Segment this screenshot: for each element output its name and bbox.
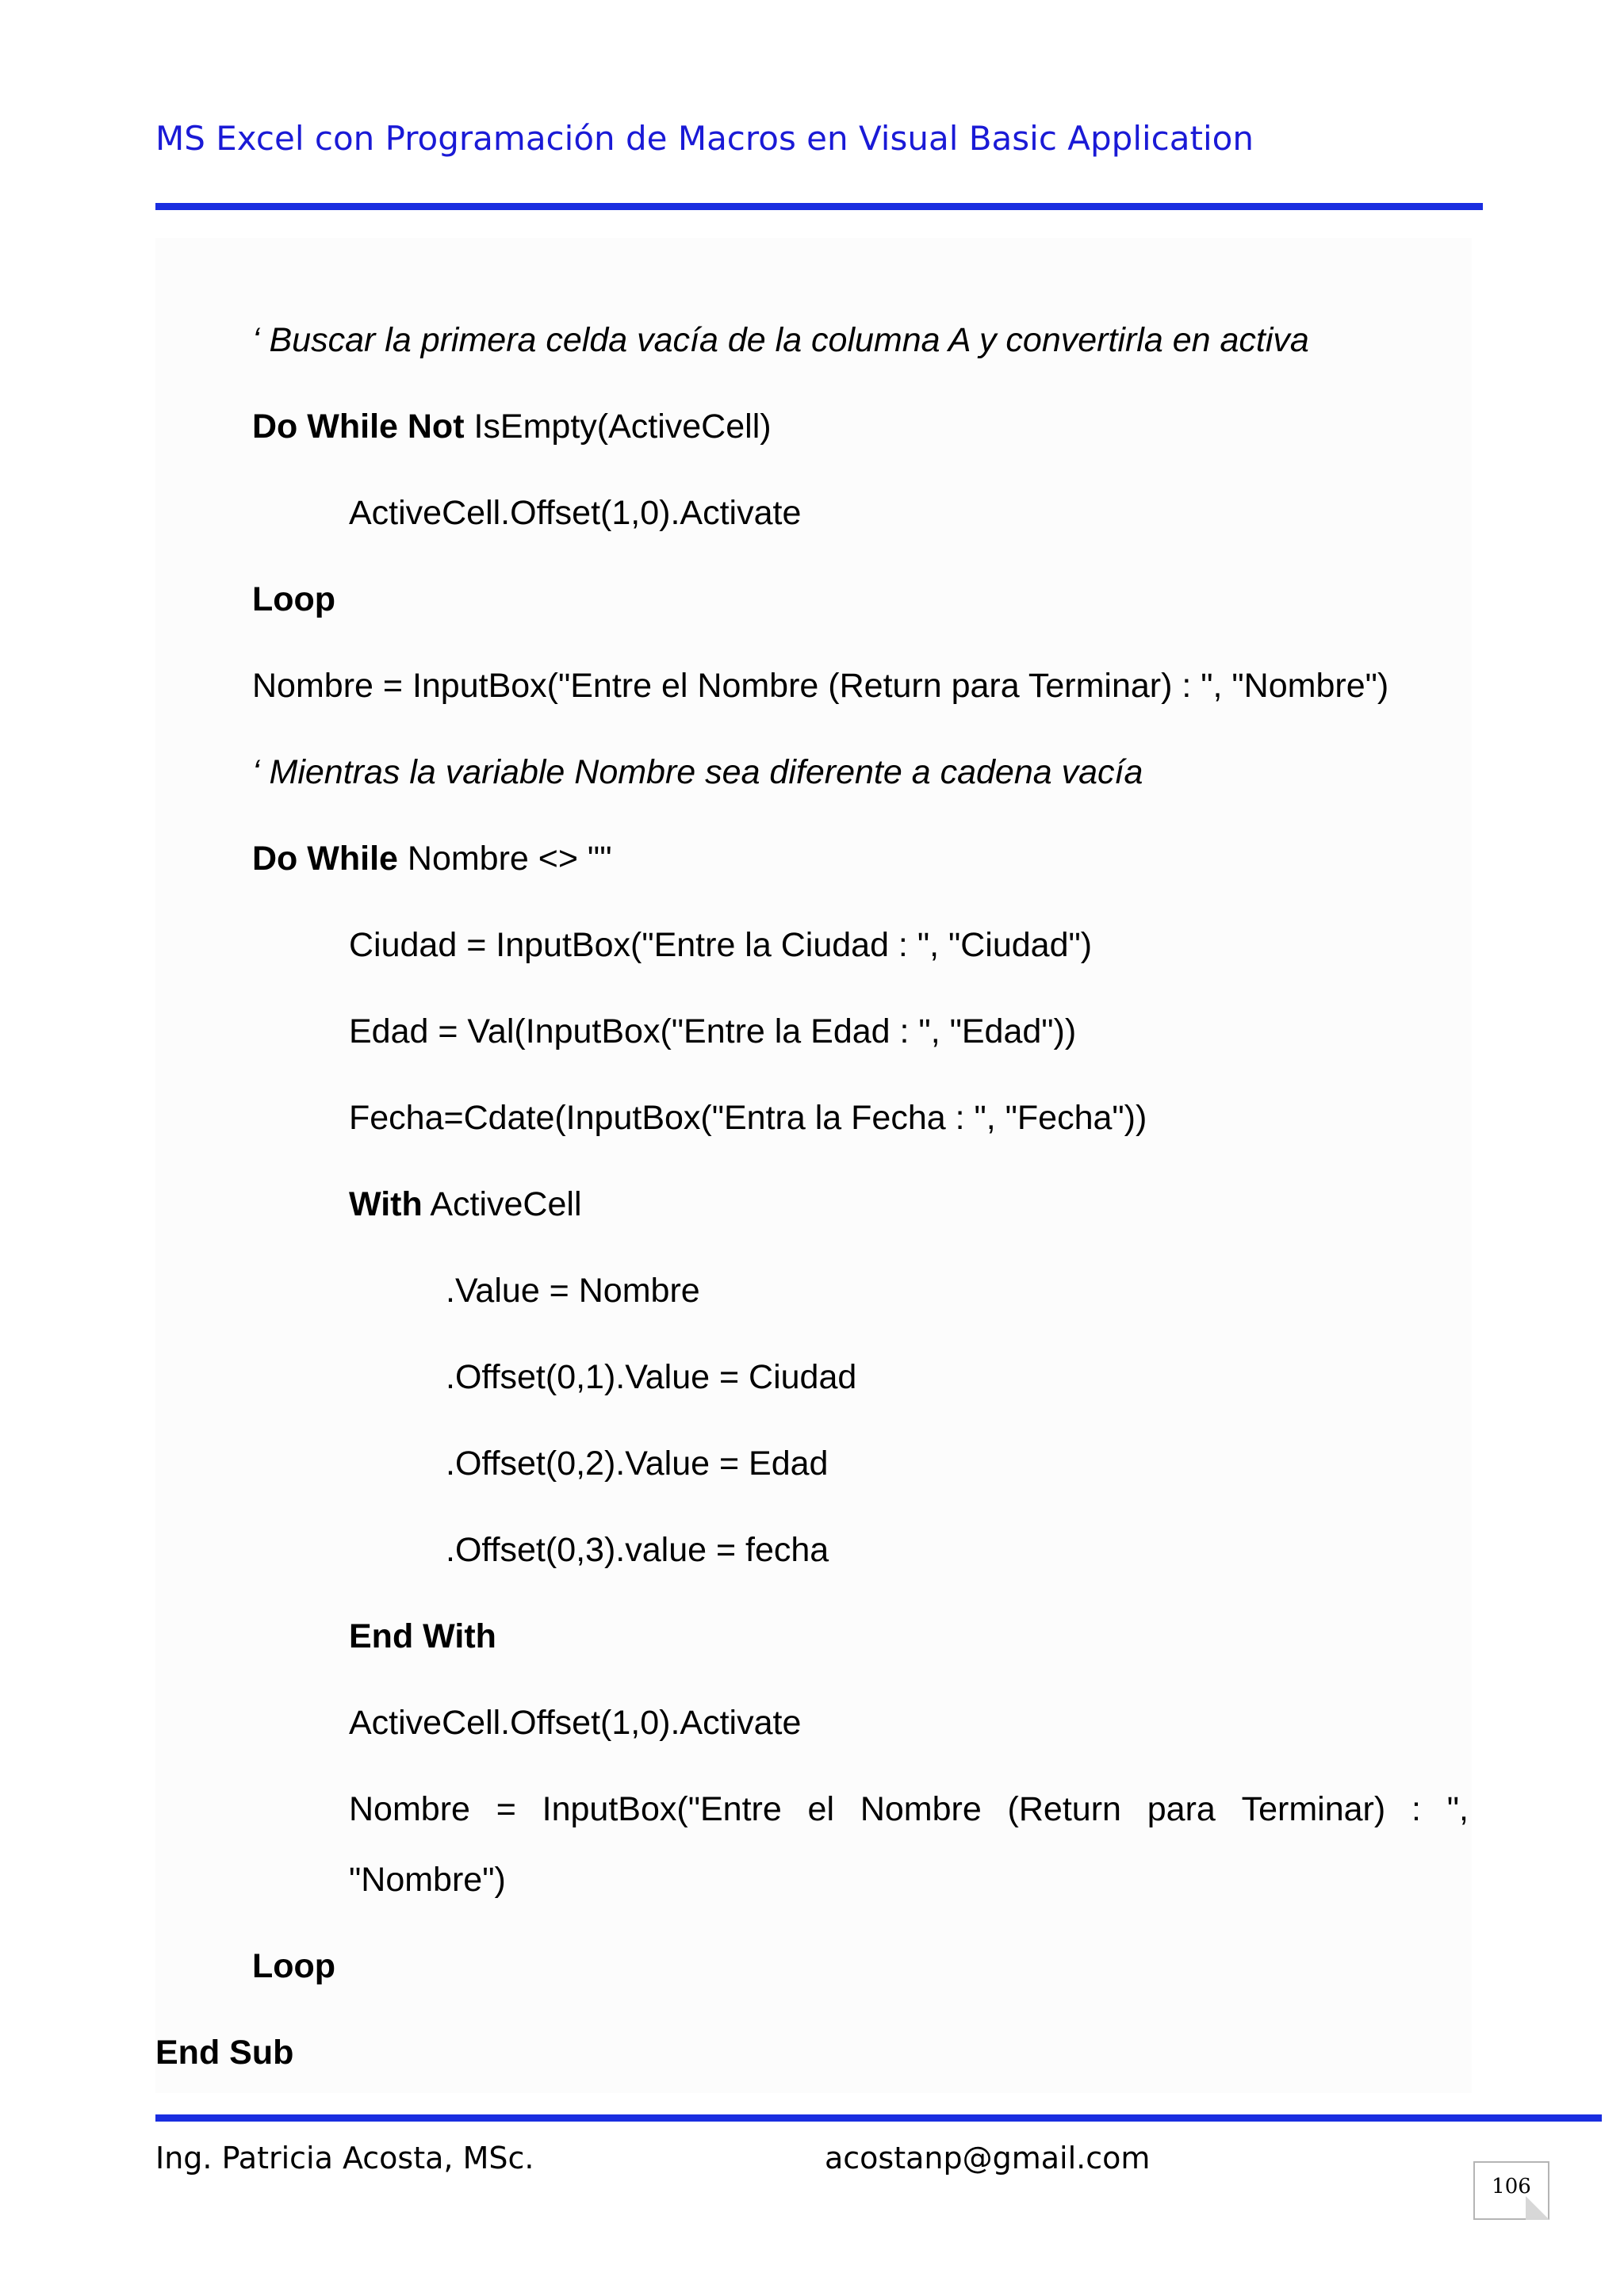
code-keyword: End Sub (155, 2034, 294, 2072)
code-word: (Return (1007, 1790, 1121, 1828)
code-word: InputBox("Entre (542, 1790, 782, 1828)
code-comment: ‘ Buscar la primera celda vacía de la columna A y convertirla en activa (252, 321, 1309, 359)
page-corner-fold-icon (1526, 2196, 1549, 2220)
code-text: ActiveCell (422, 1185, 582, 1223)
code-word: Nombre (349, 1790, 470, 1828)
footer-email: acostanp@gmail.com (825, 2141, 1151, 2175)
page-header-title: MS Excel con Programación de Macros en Visual Basic Application (155, 119, 1254, 158)
footer-author: Ing. Patricia Acosta, MSc. (155, 2141, 534, 2175)
code-word: ", (1446, 1790, 1469, 1828)
code-word: el (807, 1790, 835, 1828)
code-keyword: End With (349, 1617, 496, 1655)
code-line (252, 1946, 335, 1986)
code-line: .Offset(0,3).value = fecha (446, 1531, 829, 1569)
code-line (252, 407, 772, 446)
code-keyword: Do While (252, 840, 398, 878)
code-line: .Value = Nombre (446, 1272, 700, 1310)
page-number-box (1473, 2161, 1549, 2220)
code-word: Terminar) (1241, 1790, 1386, 1828)
code-line: ActiveCell.Offset(1,0).Activate (349, 494, 802, 532)
code-line: Fecha=Cdate(InputBox("Entra la Fecha : ", "Fecha")) (349, 1099, 1147, 1137)
code-keyword: Loop (252, 580, 336, 618)
code-line: .Offset(0,1).Value = Ciudad (446, 1358, 857, 1396)
code-text: Nombre <> "" (397, 840, 612, 878)
code-word: Nombre (860, 1790, 982, 1828)
code-line (252, 839, 611, 878)
code-line: Nombre = InputBox("Entre el Nombre (Return para Terminar) : ", "Nombre") (252, 667, 1389, 705)
code-text: IsEmpty(ActiveCell) (464, 408, 772, 446)
code-comment: ‘ Mientras la variable Nombre sea diferente a cadena vacía (252, 753, 1143, 791)
code-line (349, 1617, 496, 1656)
code-line: Ciudad = InputBox("Entre la Ciudad : ", "Ciudad") (349, 926, 1093, 964)
code-keyword: With (349, 1185, 423, 1223)
footer-rule (155, 2114, 1602, 2122)
code-word: para (1147, 1790, 1216, 1828)
header-rule (155, 203, 1483, 210)
code-keyword: Loop (252, 1947, 336, 1985)
code-word: = (496, 1790, 516, 1828)
code-line: Edad = Val(InputBox("Entre la Edad : ", "Edad")) (349, 1012, 1077, 1050)
code-line (252, 580, 335, 619)
code-line: .Offset(0,2).Value = Edad (446, 1445, 829, 1483)
code-word: : (1411, 1790, 1421, 1828)
code-line: "Nombre") (349, 1861, 506, 1899)
code-line (155, 2033, 293, 2072)
code-line (349, 1184, 582, 1224)
page-number: 106 (1492, 2175, 1531, 2198)
code-keyword: Do While Not (252, 408, 465, 446)
code-line: ActiveCell.Offset(1,0).Activate (349, 1704, 802, 1742)
code-line-justified (349, 1789, 1469, 1829)
